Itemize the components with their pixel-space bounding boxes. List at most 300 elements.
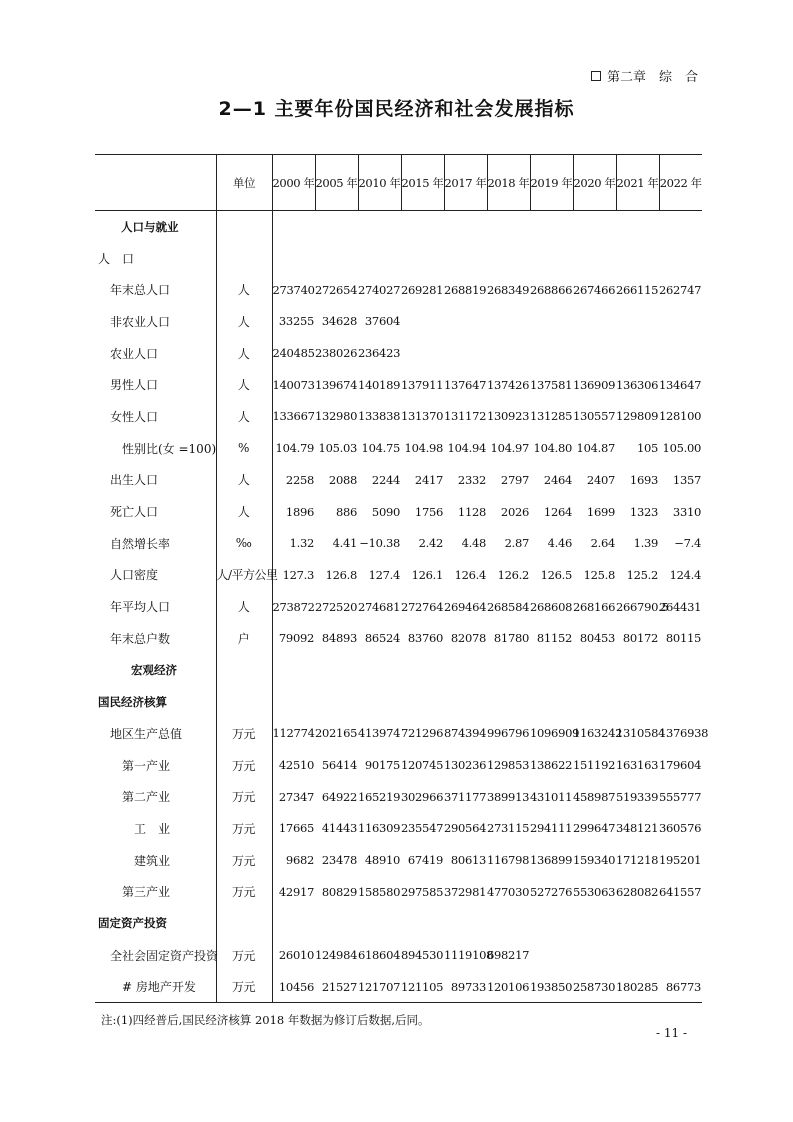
row-value [616, 242, 659, 274]
header-year: 2021 年 [616, 155, 659, 211]
row-value: 116798 [487, 853, 530, 868]
table-row [95, 242, 702, 274]
row-value [272, 908, 315, 940]
row-value: 894530 [401, 948, 444, 963]
row-unit: 人 [216, 591, 272, 623]
row-value: 372981 [444, 884, 487, 899]
table-row [95, 306, 702, 338]
row-value: 2332 [457, 472, 486, 487]
row-value: 26010 [278, 948, 314, 963]
row-value: 81780 [493, 631, 529, 646]
row-value: 126.5 [540, 567, 572, 582]
row-value: 1096909 [530, 726, 580, 741]
row-value: 1310584 [616, 726, 666, 741]
row-value [272, 211, 315, 243]
row-value: 553063 [573, 884, 616, 899]
row-value: 274681 [358, 599, 401, 614]
row-value: 133838 [358, 409, 401, 424]
row-value: 67419 [407, 853, 443, 868]
row-value [616, 337, 659, 369]
row-value: 159340 [573, 853, 616, 868]
row-value: 140189 [358, 377, 401, 392]
row-label: 建筑业 [134, 853, 171, 868]
row-unit: 万元 [216, 718, 272, 750]
row-value: 2417 [414, 472, 443, 487]
row-value: 23478 [321, 853, 357, 868]
row-value [573, 908, 616, 940]
table-row [95, 781, 702, 813]
row-label: 自然增长率 [110, 536, 171, 551]
row-value [272, 242, 315, 274]
row-label: 第一产业 [122, 758, 171, 773]
row-value [358, 242, 401, 274]
row-value: 360576 [659, 821, 702, 836]
row-unit: ‰ [216, 527, 272, 559]
row-value: 126.1 [411, 567, 443, 582]
row-value: 268349 [487, 282, 530, 297]
row-value [315, 211, 358, 243]
row-label: 地区生产总值 [110, 726, 183, 741]
row-value [401, 242, 444, 274]
page-number: - 11 - [655, 1026, 687, 1040]
row-value: 163163 [616, 758, 659, 773]
row-value: 90175 [364, 758, 400, 773]
row-value: 2797 [500, 472, 529, 487]
row-value [315, 908, 358, 940]
row-value [401, 306, 444, 338]
row-label: 出生人口 [110, 473, 159, 488]
row-value [444, 908, 487, 940]
row-value [530, 908, 573, 940]
row-value: 104.80 [533, 441, 572, 456]
row-value: 27347 [278, 789, 314, 804]
row-label: 性别比(女 =100) [122, 441, 217, 456]
row-value: 130923 [487, 409, 530, 424]
row-value: 5090 [371, 504, 400, 519]
row-value: 240485 [272, 346, 315, 361]
row-label: 工 业 [134, 821, 171, 836]
row-value: 86773 [659, 971, 702, 1003]
row-value [487, 908, 530, 940]
row-value: 121707 [358, 971, 401, 1003]
table-row [95, 211, 702, 243]
row-value: 104.75 [361, 441, 400, 456]
row-value: 82078 [450, 631, 486, 646]
row-value: 1693 [629, 472, 658, 487]
row-value [659, 686, 702, 718]
row-value: 120106 [487, 971, 530, 1003]
row-value: 1376938 [659, 726, 709, 741]
row-value: 84893 [321, 631, 357, 646]
row-value [487, 211, 530, 243]
row-unit: 户 [216, 622, 272, 654]
row-value: 618604 [358, 948, 401, 963]
row-value [272, 654, 315, 686]
row-value: 266790.5 [616, 599, 669, 614]
row-label: 非农业人口 [110, 314, 171, 329]
row-value: 519339 [616, 789, 659, 804]
row-value: 268608 [530, 599, 573, 614]
row-unit: 人 [216, 274, 272, 306]
table-body [95, 211, 709, 1003]
row-value: 2244 [371, 472, 400, 487]
row-value: 105.03 [318, 441, 357, 456]
row-value: 89733 [444, 971, 487, 1003]
row-unit: 人/平方公里 [216, 559, 272, 591]
row-label: 死亡人口 [110, 505, 159, 520]
row-label: 第二产业 [122, 790, 171, 805]
row-value: 290564 [444, 821, 487, 836]
row-value: 165219 [358, 789, 401, 804]
header-year: 2020 年 [573, 155, 616, 211]
header-year: 2010 年 [358, 155, 401, 211]
row-value: 136909 [573, 377, 616, 392]
page-title: 2—1 主要年份国民经济和社会发展指标 [218, 98, 575, 120]
row-value: 125.8 [583, 567, 615, 582]
header-indicator [95, 155, 216, 211]
row-value: 2.42 [418, 536, 443, 551]
row-value: 127.3 [282, 567, 314, 582]
row-value: 80829 [321, 884, 357, 899]
row-value: 81152 [536, 631, 572, 646]
row-value [616, 306, 659, 338]
row-value: 389913 [487, 789, 530, 804]
row-label: 第三产业 [122, 885, 171, 900]
row-value [573, 337, 616, 369]
row-value: 80172 [622, 631, 658, 646]
row-unit [216, 686, 272, 718]
row-value: 2026 [500, 504, 529, 519]
row-value: 179604 [659, 758, 702, 773]
table-row [95, 432, 702, 464]
row-value [272, 686, 315, 718]
row-value: 273872 [272, 599, 315, 614]
row-value: 126.4 [454, 567, 486, 582]
row-value [358, 908, 401, 940]
row-label: # 房地产开发 [95, 971, 216, 1003]
row-label: 男性人口 [110, 378, 159, 393]
row-value: 105 [636, 441, 658, 456]
row-value [659, 211, 702, 243]
row-value [401, 908, 444, 940]
row-value: 129809 [616, 409, 659, 424]
row-unit: 万元 [216, 813, 272, 845]
row-value: 126.8 [325, 567, 357, 582]
row-value: 273740 [272, 282, 315, 297]
row-value: 80115 [665, 631, 701, 646]
row-label: 人口密度 [110, 568, 159, 583]
row-value: 299647 [573, 821, 616, 836]
row-value: 874394 [444, 726, 487, 741]
row-value [616, 686, 659, 718]
row-value: 4.41 [332, 536, 357, 551]
row-value: 641557 [659, 884, 702, 899]
row-value [530, 242, 573, 274]
row-value [315, 654, 358, 686]
row-value: 193850 [530, 971, 573, 1003]
row-value [573, 686, 616, 718]
row-value: 126.2 [497, 567, 529, 582]
checkbox-square-icon [591, 71, 601, 81]
row-value: 4.46 [547, 536, 572, 551]
row-unit: 万元 [216, 781, 272, 813]
row-value: 235547 [401, 821, 444, 836]
table-row [95, 813, 702, 845]
row-value: 137911 [401, 377, 444, 392]
row-value: 2258 [285, 472, 314, 487]
row-value: 128100 [659, 409, 702, 424]
row-value: 698217 [487, 948, 530, 963]
row-value: 33255 [278, 314, 314, 329]
row-value: 42917 [278, 884, 314, 899]
table-row [95, 749, 702, 781]
row-value: 721296 [401, 726, 444, 741]
row-value: 42510 [278, 758, 314, 773]
row-value: 294111 [530, 821, 573, 836]
row-value: 80453 [579, 631, 615, 646]
row-value: 1128 [457, 504, 486, 519]
row-value: 267466 [573, 282, 616, 297]
row-value: 268819 [444, 282, 487, 297]
row-unit: 人 [216, 401, 272, 433]
row-value: 133667 [272, 409, 315, 424]
row-value: 104.94 [447, 441, 486, 456]
row-value: 138622 [530, 758, 573, 773]
row-label: 固定资产投资 [98, 916, 167, 931]
row-unit: 人 [216, 337, 272, 369]
row-value: 80613 [450, 853, 486, 868]
row-value [573, 654, 616, 686]
row-value: 3310 [672, 504, 701, 519]
header-year: 2000 年 [272, 155, 315, 211]
row-value: 1119108 [444, 948, 494, 963]
row-value: 555777 [659, 789, 702, 804]
row-value: 431011 [530, 789, 573, 804]
row-value: 10456 [272, 971, 315, 1003]
row-value [487, 306, 530, 338]
row-value [444, 306, 487, 338]
row-value: 2088 [328, 472, 357, 487]
row-value: 104.87 [576, 441, 615, 456]
row-value: 130557 [573, 409, 616, 424]
row-value: 140073 [272, 377, 315, 392]
row-value: 297585 [401, 884, 444, 899]
row-value: 124.4 [669, 567, 701, 582]
row-value [401, 211, 444, 243]
row-value [358, 654, 401, 686]
row-value [530, 939, 573, 971]
table-row [95, 876, 702, 908]
row-label: 人 口 [98, 251, 135, 266]
row-value: 202165 [315, 726, 358, 741]
row-value: 272520 [315, 599, 358, 614]
table-row [95, 908, 702, 940]
row-value: 64922 [321, 789, 357, 804]
header-year: 2005 年 [315, 155, 358, 211]
row-value: 105.00 [662, 441, 701, 456]
row-value: 131285 [530, 409, 573, 424]
row-value [401, 686, 444, 718]
table-row [95, 654, 702, 686]
row-value: 120745 [401, 758, 444, 773]
row-unit [216, 211, 272, 243]
table-row [95, 591, 702, 623]
table-header-row [95, 155, 702, 211]
row-label: 全社会固定资产投资 [110, 948, 219, 963]
row-value [315, 686, 358, 718]
row-label: 宏观经济 [131, 662, 177, 677]
row-value: 116309 [358, 821, 401, 836]
row-value: 268866 [530, 282, 573, 297]
row-value [444, 686, 487, 718]
row-value: 628082 [616, 884, 659, 899]
row-value: 48910 [364, 853, 400, 868]
table-row [95, 274, 702, 306]
row-value: 236423 [358, 346, 401, 361]
row-value: 1323 [629, 504, 658, 519]
row-value: 131370 [401, 409, 444, 424]
chapter-header [591, 66, 698, 85]
row-value [358, 211, 401, 243]
row-value [659, 654, 702, 686]
row-unit: 万元 [216, 876, 272, 908]
table-row [95, 971, 702, 1003]
row-value [530, 654, 573, 686]
row-value [444, 242, 487, 274]
row-value: 121105 [401, 971, 444, 1003]
header-year: 2018 年 [487, 155, 530, 211]
row-label: 年末总户数 [110, 631, 171, 646]
row-unit: 万元 [216, 844, 272, 876]
row-unit: 万元 [216, 749, 272, 781]
row-label: 年平均人口 [110, 600, 171, 615]
indicator-table-container [95, 154, 709, 1003]
row-value: 9682 [285, 853, 314, 868]
row-unit: 人 [216, 306, 272, 338]
row-value: 83760 [407, 631, 443, 646]
header-year: 2022 年 [659, 155, 702, 211]
row-unit [216, 654, 272, 686]
footnote: 注:(1)四经普后,国民经济核算 2018 年数据为修订后数据,后同。 [101, 1013, 430, 1027]
row-value: 274027 [358, 282, 401, 297]
row-value: 136899 [530, 853, 573, 868]
row-value [659, 306, 702, 338]
row-value [659, 242, 702, 274]
table-row [95, 686, 702, 718]
row-value: 180285 [616, 971, 659, 1003]
header-year: 2017 年 [444, 155, 487, 211]
row-value: 158580 [358, 884, 401, 899]
row-value: 137426 [487, 377, 530, 392]
row-value [659, 939, 702, 971]
row-value: 268584 [487, 599, 530, 614]
row-value: 137647 [444, 377, 487, 392]
row-value: 264431 [659, 599, 702, 614]
row-unit: 人 [216, 496, 272, 528]
row-value: 37604 [364, 314, 400, 329]
row-value: 139674 [315, 377, 358, 392]
row-value: 131172 [444, 409, 487, 424]
row-value [487, 337, 530, 369]
row-value [530, 337, 573, 369]
row-value: 127.4 [368, 567, 400, 582]
row-value [487, 654, 530, 686]
row-label: 人口与就业 [121, 219, 179, 234]
row-value [487, 242, 530, 274]
row-value: 2464 [543, 472, 572, 487]
row-label: 女性人口 [110, 409, 159, 424]
row-value: 195201 [659, 853, 702, 868]
row-value: 1896 [285, 504, 314, 519]
row-label: 国民经济核算 [98, 694, 167, 709]
row-value: 34628 [321, 314, 357, 329]
table-row [95, 369, 702, 401]
row-value: 1.32 [289, 536, 314, 551]
row-value [358, 686, 401, 718]
row-value [315, 242, 358, 274]
row-value [444, 654, 487, 686]
row-unit [216, 908, 272, 940]
row-value: 238026 [315, 346, 358, 361]
row-value [530, 211, 573, 243]
row-value [616, 654, 659, 686]
table-row [95, 401, 702, 433]
row-value [401, 654, 444, 686]
header-year: 2019 年 [530, 155, 573, 211]
row-value [573, 211, 616, 243]
table-row [95, 844, 702, 876]
row-value: 86524 [364, 631, 400, 646]
row-value: 1699 [586, 504, 615, 519]
row-value: 124984 [315, 948, 358, 963]
row-label: 农业人口 [110, 346, 159, 361]
row-value: 266115 [616, 282, 659, 297]
table-row [95, 496, 702, 528]
row-value: 1264 [543, 504, 572, 519]
row-value: 1163242 [573, 726, 623, 741]
row-value: 1756 [414, 504, 443, 519]
row-value: 21527 [315, 971, 358, 1003]
row-value: 17665 [278, 821, 314, 836]
row-value [487, 686, 530, 718]
row-value: 104.79 [275, 441, 314, 456]
row-value: 129853 [487, 758, 530, 773]
row-value: 269281 [401, 282, 444, 297]
row-value: 2.64 [590, 536, 615, 551]
row-value [530, 306, 573, 338]
row-value: 56414 [321, 758, 357, 773]
row-unit: % [216, 432, 272, 464]
row-value: 137581 [530, 377, 573, 392]
row-unit [216, 242, 272, 274]
table-row [95, 464, 702, 496]
row-value: 1.39 [633, 536, 658, 551]
chapter-label: 第二章 综 合 [606, 70, 698, 85]
row-value: 348121 [616, 821, 659, 836]
row-label: 年末总人口 [110, 283, 171, 298]
row-value: 41443 [321, 821, 357, 836]
row-value: 134647 [659, 377, 702, 392]
row-value [444, 337, 487, 369]
row-value: −10.38 [359, 536, 400, 551]
header-unit: 单位 [216, 155, 272, 211]
row-value: 2.87 [504, 536, 529, 551]
row-value [573, 242, 616, 274]
row-value [616, 939, 659, 971]
row-value [616, 211, 659, 243]
row-value: 112774 [272, 726, 315, 741]
row-value: 262747 [659, 282, 702, 297]
